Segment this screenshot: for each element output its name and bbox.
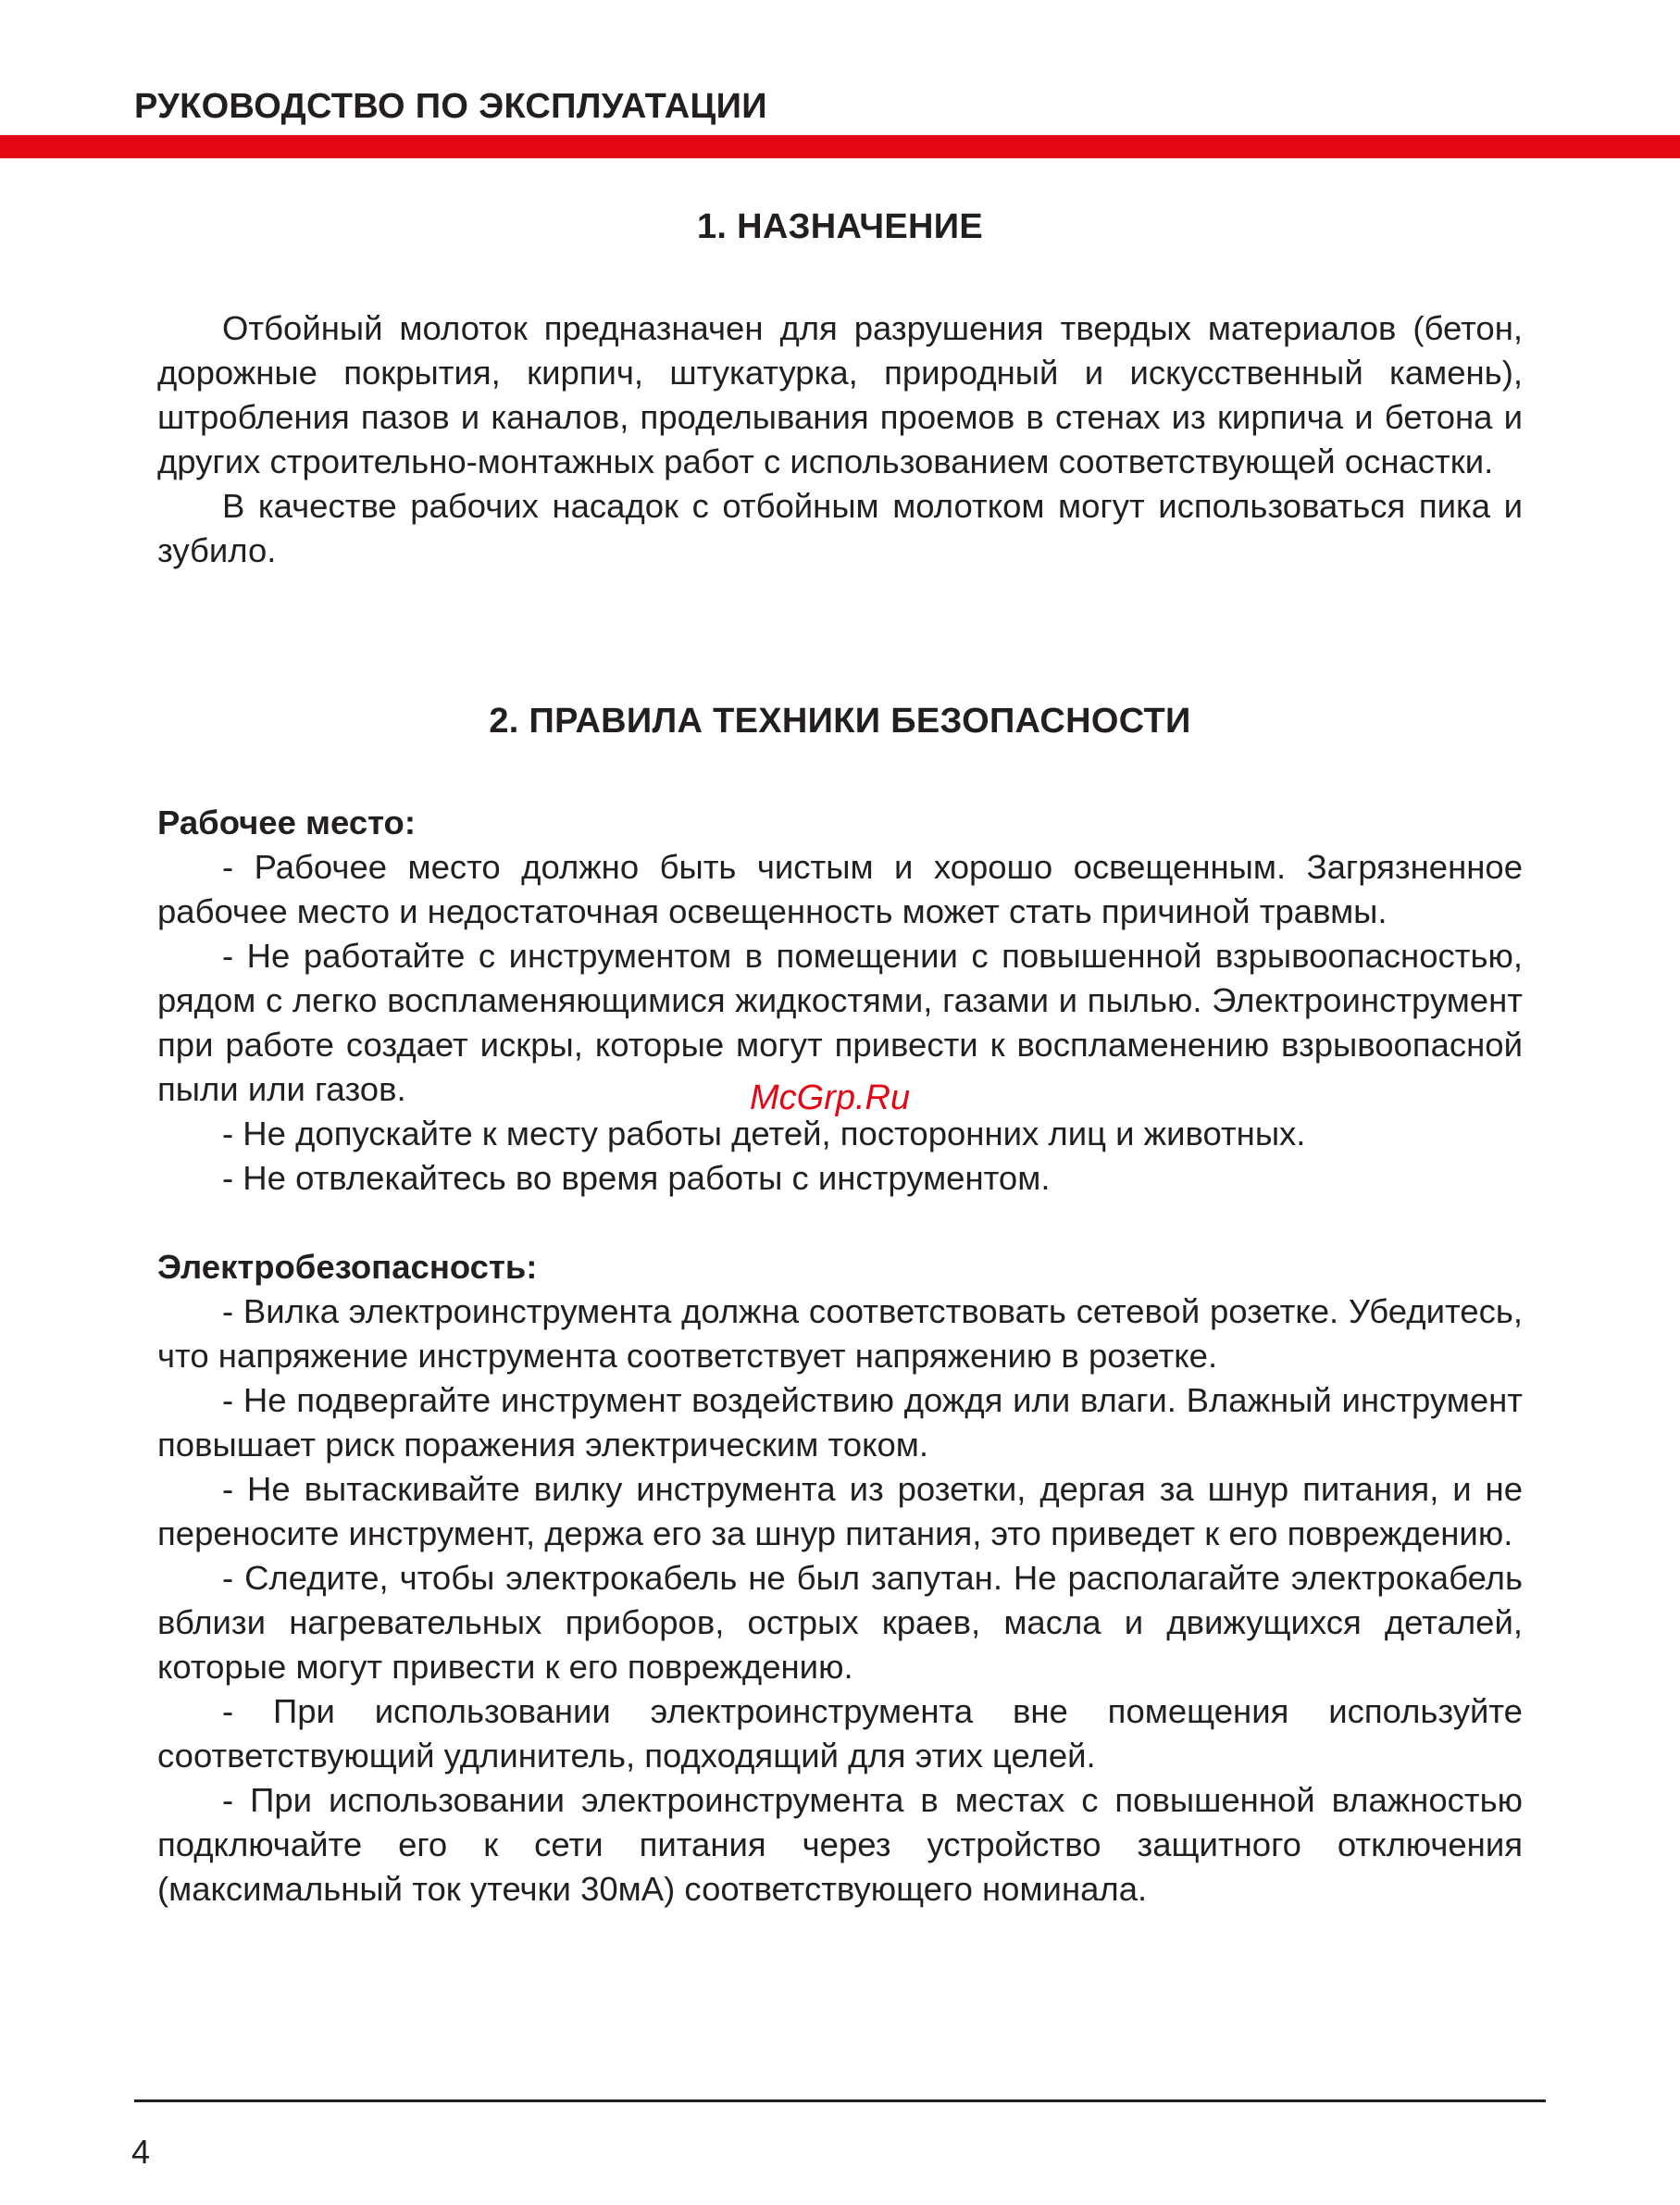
electrical-safety-subheading: Электробезопасность: <box>157 1248 538 1286</box>
workplace-item: - Рабочее место должно быть чистым и хорошо освещенным. Загрязненное рабочее место и недостаточная освещенность может стать причиной травмы. <box>157 848 1523 930</box>
workplace-subheading: Рабочее место: <box>157 804 416 841</box>
footer-divider <box>134 2099 1546 2102</box>
workplace-item: - Не отвлекайтесь во время работы с инструментом. <box>222 1159 1051 1197</box>
page-number: 4 <box>131 2133 151 2171</box>
watermark-text: McGrp.Ru <box>750 1078 911 1117</box>
section-2-heading: 2. ПРАВИЛА ТЕХНИКИ БЕЗОПАСНОСТИ <box>489 702 1191 741</box>
page-content <box>157 190 1523 1912</box>
electrical-safety-item: - При использовании электроинструмента в местах с повышенной влажностью подключайте его к сети питания через устройство защитного отключения (максимальный ток утечки 30мА) соответствующего номинала. <box>157 1781 1523 1908</box>
section-1-heading: 1. НАЗНАЧЕНИЕ <box>697 207 983 246</box>
section-1-paragraph: Отбойный молоток предназначен для разрушения твердых материалов (бетон, дорожные покрытия, кирпич, штукатурка, природный и искусственный камень), штробления пазов и каналов, проделывания проемов в стенах из кирпича и бетона и других строительно-монтажных работ с использованием соответствующей оснастки. <box>157 309 1523 480</box>
electrical-safety-item: - Вилка электроинструмента должна соответствовать сетевой розетке. Убедитесь, что напряжение инструмента соответствует напряжению в розетке. <box>157 1292 1523 1375</box>
header-red-bar <box>0 135 1680 158</box>
workplace-item: - Не работайте с инструментом в помещении с повышенной взрывоопасностью, рядом с легко воспламеняющимися жидкостями, газами и пылью. Электроинструмент при работе создает искры, которые могут привести к воспламенению взрывоопасной пыли или газов. <box>157 937 1523 1108</box>
electrical-safety-item: - При использовании электроинструмента вне помещения используйте соответствующий удлинитель, подходящий для этих целей. <box>157 1692 1523 1775</box>
section-1-paragraph: В качестве рабочих насадок с отбойным молотком могут использоваться пика и зубило. <box>157 487 1523 569</box>
document-header-title: РУКОВОДСТВО ПО ЭКСПЛУАТАЦИИ <box>134 87 767 126</box>
electrical-safety-item: - Не вытаскивайте вилку инструмента из розетки, дергая за шнур питания, и не переносите инструмент, держа его за шнур питания, это приведет к его повреждению. <box>157 1470 1523 1552</box>
workplace-item: - Не допускайте к месту работы детей, посторонних лиц и животных. <box>222 1115 1306 1152</box>
electrical-safety-item: - Не подвергайте инструмент воздействию дождя или влаги. Влажный инструмент повышает риск поражения электрическим током. <box>157 1381 1523 1464</box>
electrical-safety-item: - Следите, чтобы электрокабель не был запутан. Не располагайте электрокабель вблизи нагревательных приборов, острых краев, масла и движущихся деталей, которые могут привести к его повреждению. <box>157 1559 1523 1686</box>
